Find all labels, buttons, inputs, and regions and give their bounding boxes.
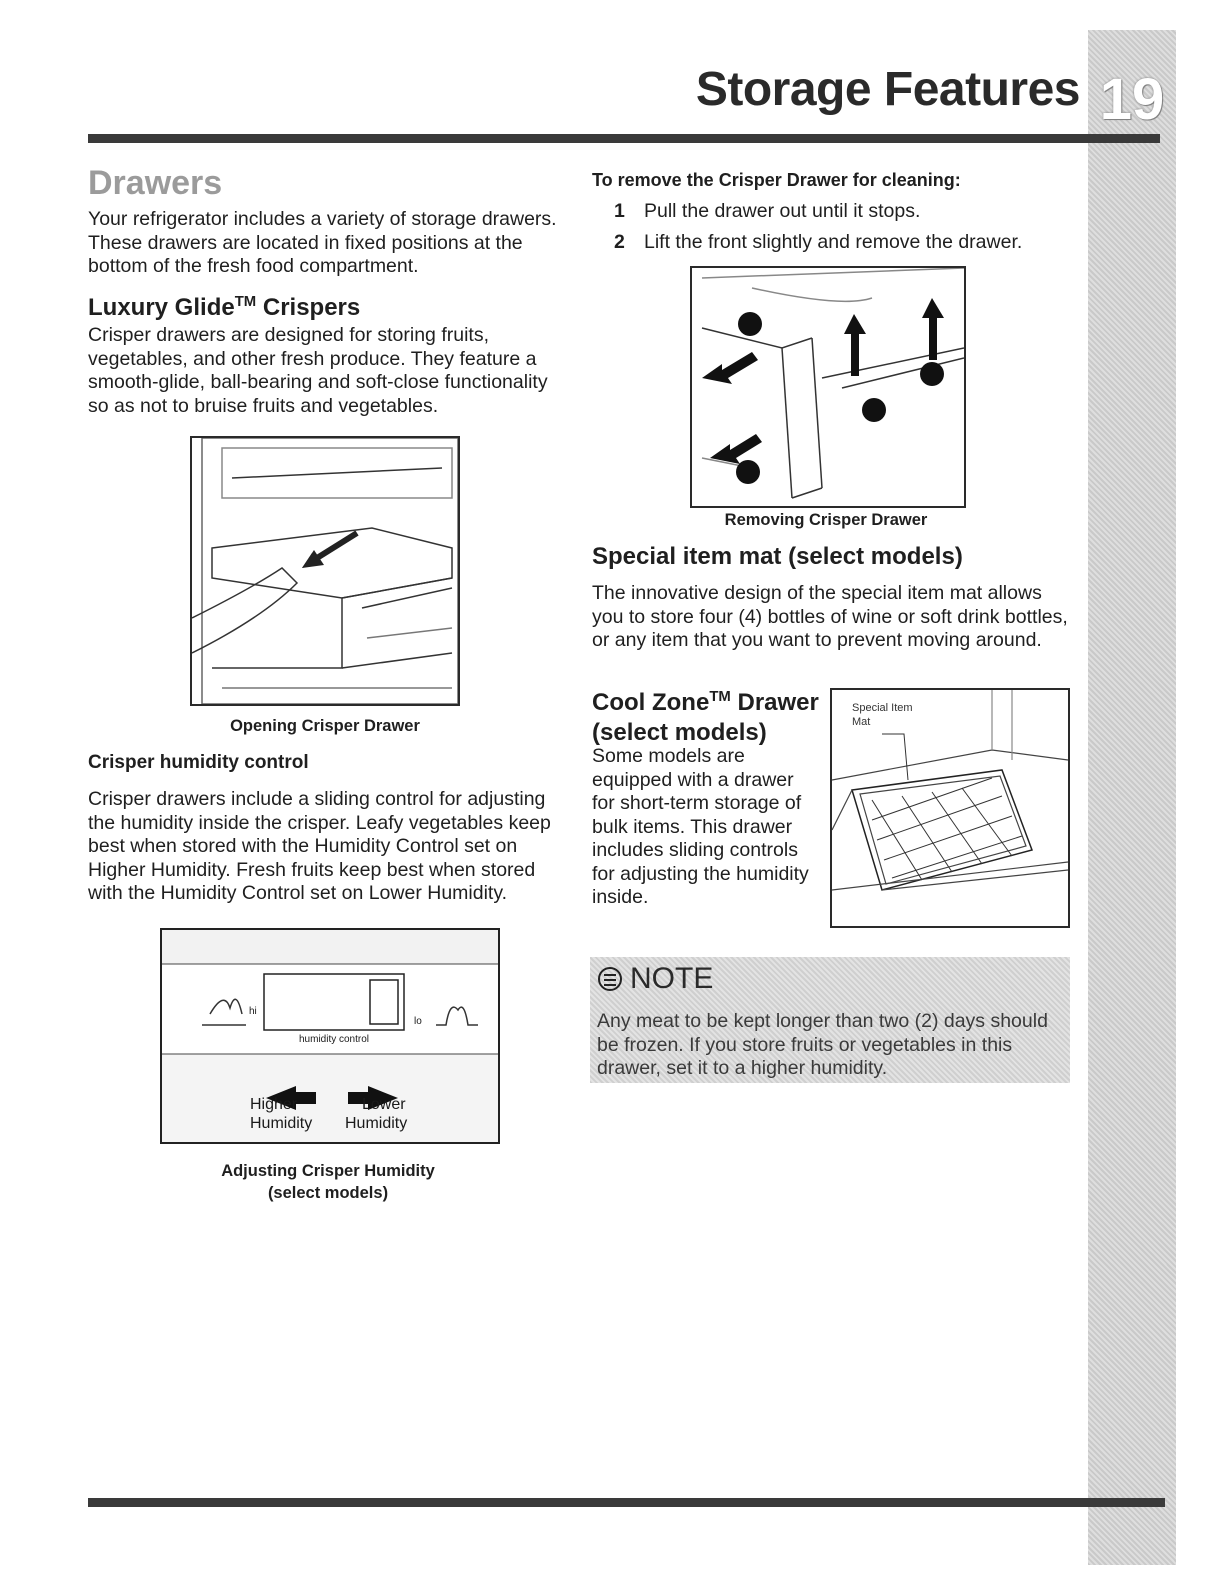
note-icon xyxy=(596,965,624,993)
note-text: Any meat to be kept longer than two (2) days should be frozen. If you store fruits or vegetables in this drawer, set it to a higher humidity. xyxy=(597,1010,1048,1079)
humidity-control-label: humidity control xyxy=(298,1034,370,1045)
drawers-intro: Your refrigerator includes a variety of storage drawers. These drawers are located in fixed positions at the bottom of the fresh food compartment. xyxy=(88,208,557,277)
hi-label: hi xyxy=(249,1006,257,1017)
special-item-mat-figure xyxy=(830,688,1070,928)
humidity-heading: Crisper humidity control xyxy=(88,752,309,773)
removing-crisper-caption: Removing Crisper Drawer xyxy=(724,511,928,529)
cool-zone-heading: Cool Zone™ Drawer (select models) xyxy=(592,689,819,746)
step-2: 2 Lift the front slightly and remove the drawer. xyxy=(614,230,1023,253)
remove-steps xyxy=(614,200,1074,261)
opening-crisper-illustration xyxy=(192,438,458,704)
lower-label-2: Humidity xyxy=(345,1115,408,1132)
cool-zone-text: Some models are equipped with a drawer for short-term storage of bulk items. This drawer includes sliding controls for adjusting the humidity inside. xyxy=(592,745,809,908)
lower-label-1: Lower xyxy=(362,1096,406,1113)
removing-crisper-illustration xyxy=(692,268,964,506)
opening-crisper-figure xyxy=(190,436,460,706)
humidity-text: Crisper drawers include a sliding control for adjusting the humidity inside the crisper. Leafy vegetables keep best when stored with the Humidity Control set on Higher Humidity. Fresh fruits keep best when stored with the Humidity Control set on Lower Humidity. xyxy=(88,788,551,904)
header-rule xyxy=(88,134,1160,143)
page-side-tab xyxy=(1088,30,1176,1565)
special-item-label-2: Mat xyxy=(852,716,871,728)
humidity-caption-2: (select models) xyxy=(267,1184,389,1202)
special-mat-text: The innovative design of the special item mat allows you to store four (4) bottles of wine or soft drink bottles, or any item that you want to prevent moving around. xyxy=(592,582,1068,651)
footer-rule xyxy=(88,1498,1165,1507)
lo-label: lo xyxy=(414,1016,422,1027)
step-1: 1 Pull the drawer out until it stops. xyxy=(614,200,921,222)
special-mat-heading: Special item mat (select models) xyxy=(592,543,963,570)
opening-crisper-caption: Opening Crisper Drawer xyxy=(230,717,420,735)
drawers-heading: Drawers xyxy=(88,164,223,202)
humidity-diagram xyxy=(160,928,500,1144)
remove-heading: To remove the Crisper Drawer for cleaning: xyxy=(592,170,961,190)
special-item-label-1: Special Item xyxy=(852,702,913,714)
page-title: Storage Features xyxy=(695,63,1080,116)
higher-label-1: Higher xyxy=(250,1096,298,1113)
higher-label-2: Humidity xyxy=(250,1115,313,1132)
humidity-caption-1: Adjusting Crisper Humidity xyxy=(221,1162,435,1180)
luxury-glide-heading: Luxury Glide™ Crispers xyxy=(88,294,361,321)
crispers-text: Crisper drawers are designed for storing fruits, vegetables, and other fresh produce. They feature a smooth-glide, ball-bearing and soft-close functionality so as not to bruise fruits and vegetables. xyxy=(88,324,548,417)
page-number: 19 xyxy=(1099,67,1165,132)
removing-crisper-figure xyxy=(690,266,966,508)
note-title: NOTE xyxy=(630,962,714,995)
